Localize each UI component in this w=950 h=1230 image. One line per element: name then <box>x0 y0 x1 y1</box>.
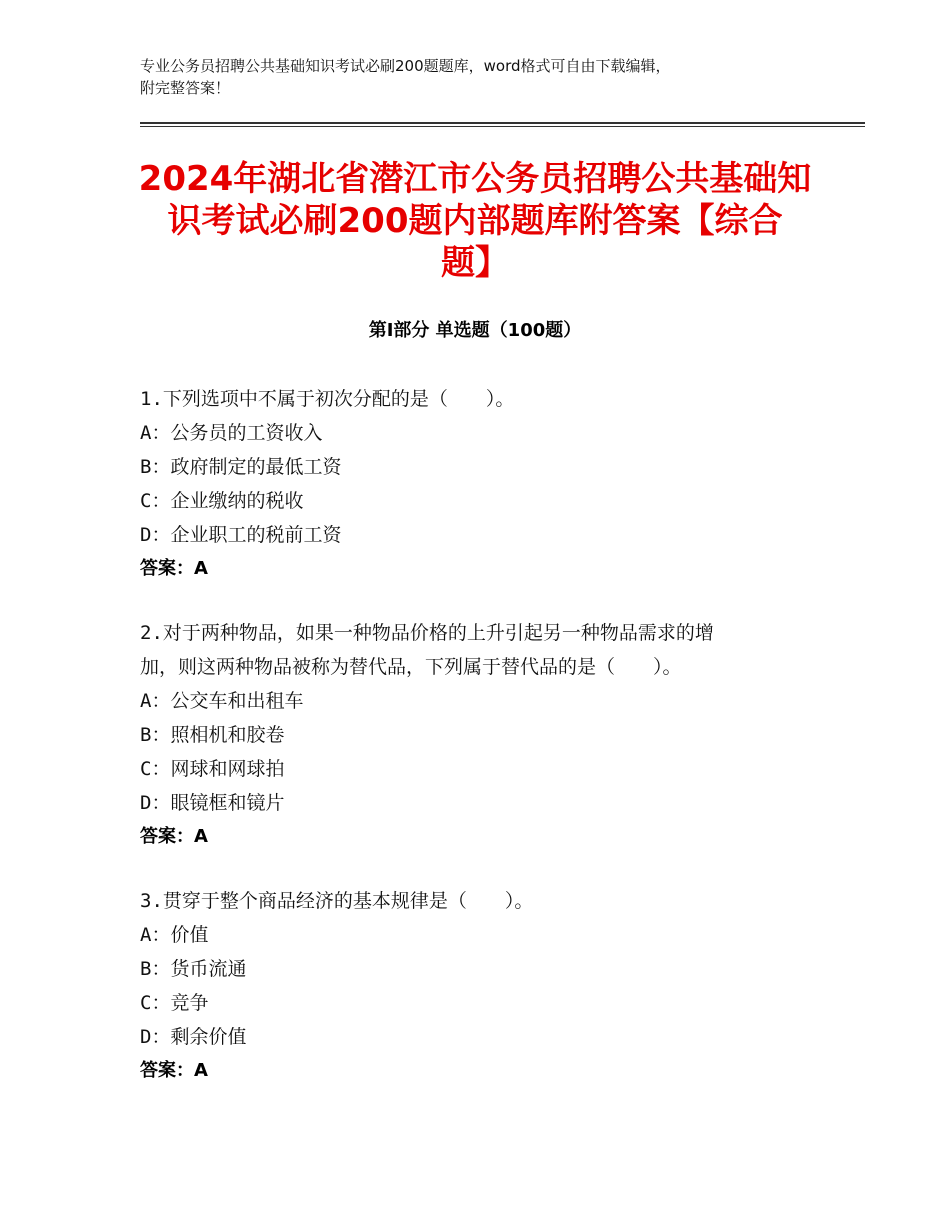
question-1 <box>140 382 820 586</box>
document-title-line3: 题】 <box>441 243 509 283</box>
option-c: C：企业缴纳的税收 <box>140 490 304 512</box>
header-divider-thin <box>140 126 865 127</box>
option-a: A：价值 <box>140 924 209 946</box>
question-stem-continued: 加，则这两种物品被称为替代品，下列属于替代品的是（ ）。 <box>140 656 682 678</box>
option-b: B：货币流通 <box>140 958 247 980</box>
document-title <box>130 158 820 284</box>
question-stem: 1.下列选项中不属于初次分配的是（ ）。 <box>140 388 515 410</box>
header-note-line2: 附完整答案！ <box>140 79 231 97</box>
answer: 答案：A <box>140 558 208 579</box>
option-d: D：剩余价值 <box>140 1026 247 1048</box>
option-c: C：网球和网球拍 <box>140 758 285 780</box>
header-note <box>140 55 820 99</box>
option-a: A：公交车和出租车 <box>140 690 304 712</box>
option-b: B：政府制定的最低工资 <box>140 456 342 478</box>
question-3 <box>140 884 820 1088</box>
answer: 答案：A <box>140 1060 208 1081</box>
option-a: A：公务员的工资收入 <box>140 422 323 444</box>
document-title-line2: 识考试必刷200题内部题库附答案【综合 <box>167 201 783 241</box>
option-b: B：照相机和胶卷 <box>140 724 285 746</box>
header-note-line1: 专业公务员招聘公共基础知识考试必刷200题题库，word格式可自由下载编辑， <box>140 57 671 75</box>
answer: 答案：A <box>140 826 208 847</box>
question-2 <box>140 616 820 854</box>
option-d: D：眼镜框和镜片 <box>140 792 285 814</box>
question-list <box>140 382 820 1118</box>
question-stem: 3.贯穿于整个商品经济的基本规律是（ ）。 <box>140 890 534 912</box>
header-divider-thick <box>140 122 865 124</box>
option-c: C：竞争 <box>140 992 209 1014</box>
document-title-line1: 2024年湖北省潜江市公务员招聘公共基础知 <box>138 159 812 199</box>
option-d: D：企业职工的税前工资 <box>140 524 342 546</box>
section-title: 第Ⅰ部分 单选题（100题） <box>368 320 582 341</box>
question-stem: 2.对于两种物品，如果一种物品价格的上升引起另一种物品需求的增 <box>140 622 714 644</box>
